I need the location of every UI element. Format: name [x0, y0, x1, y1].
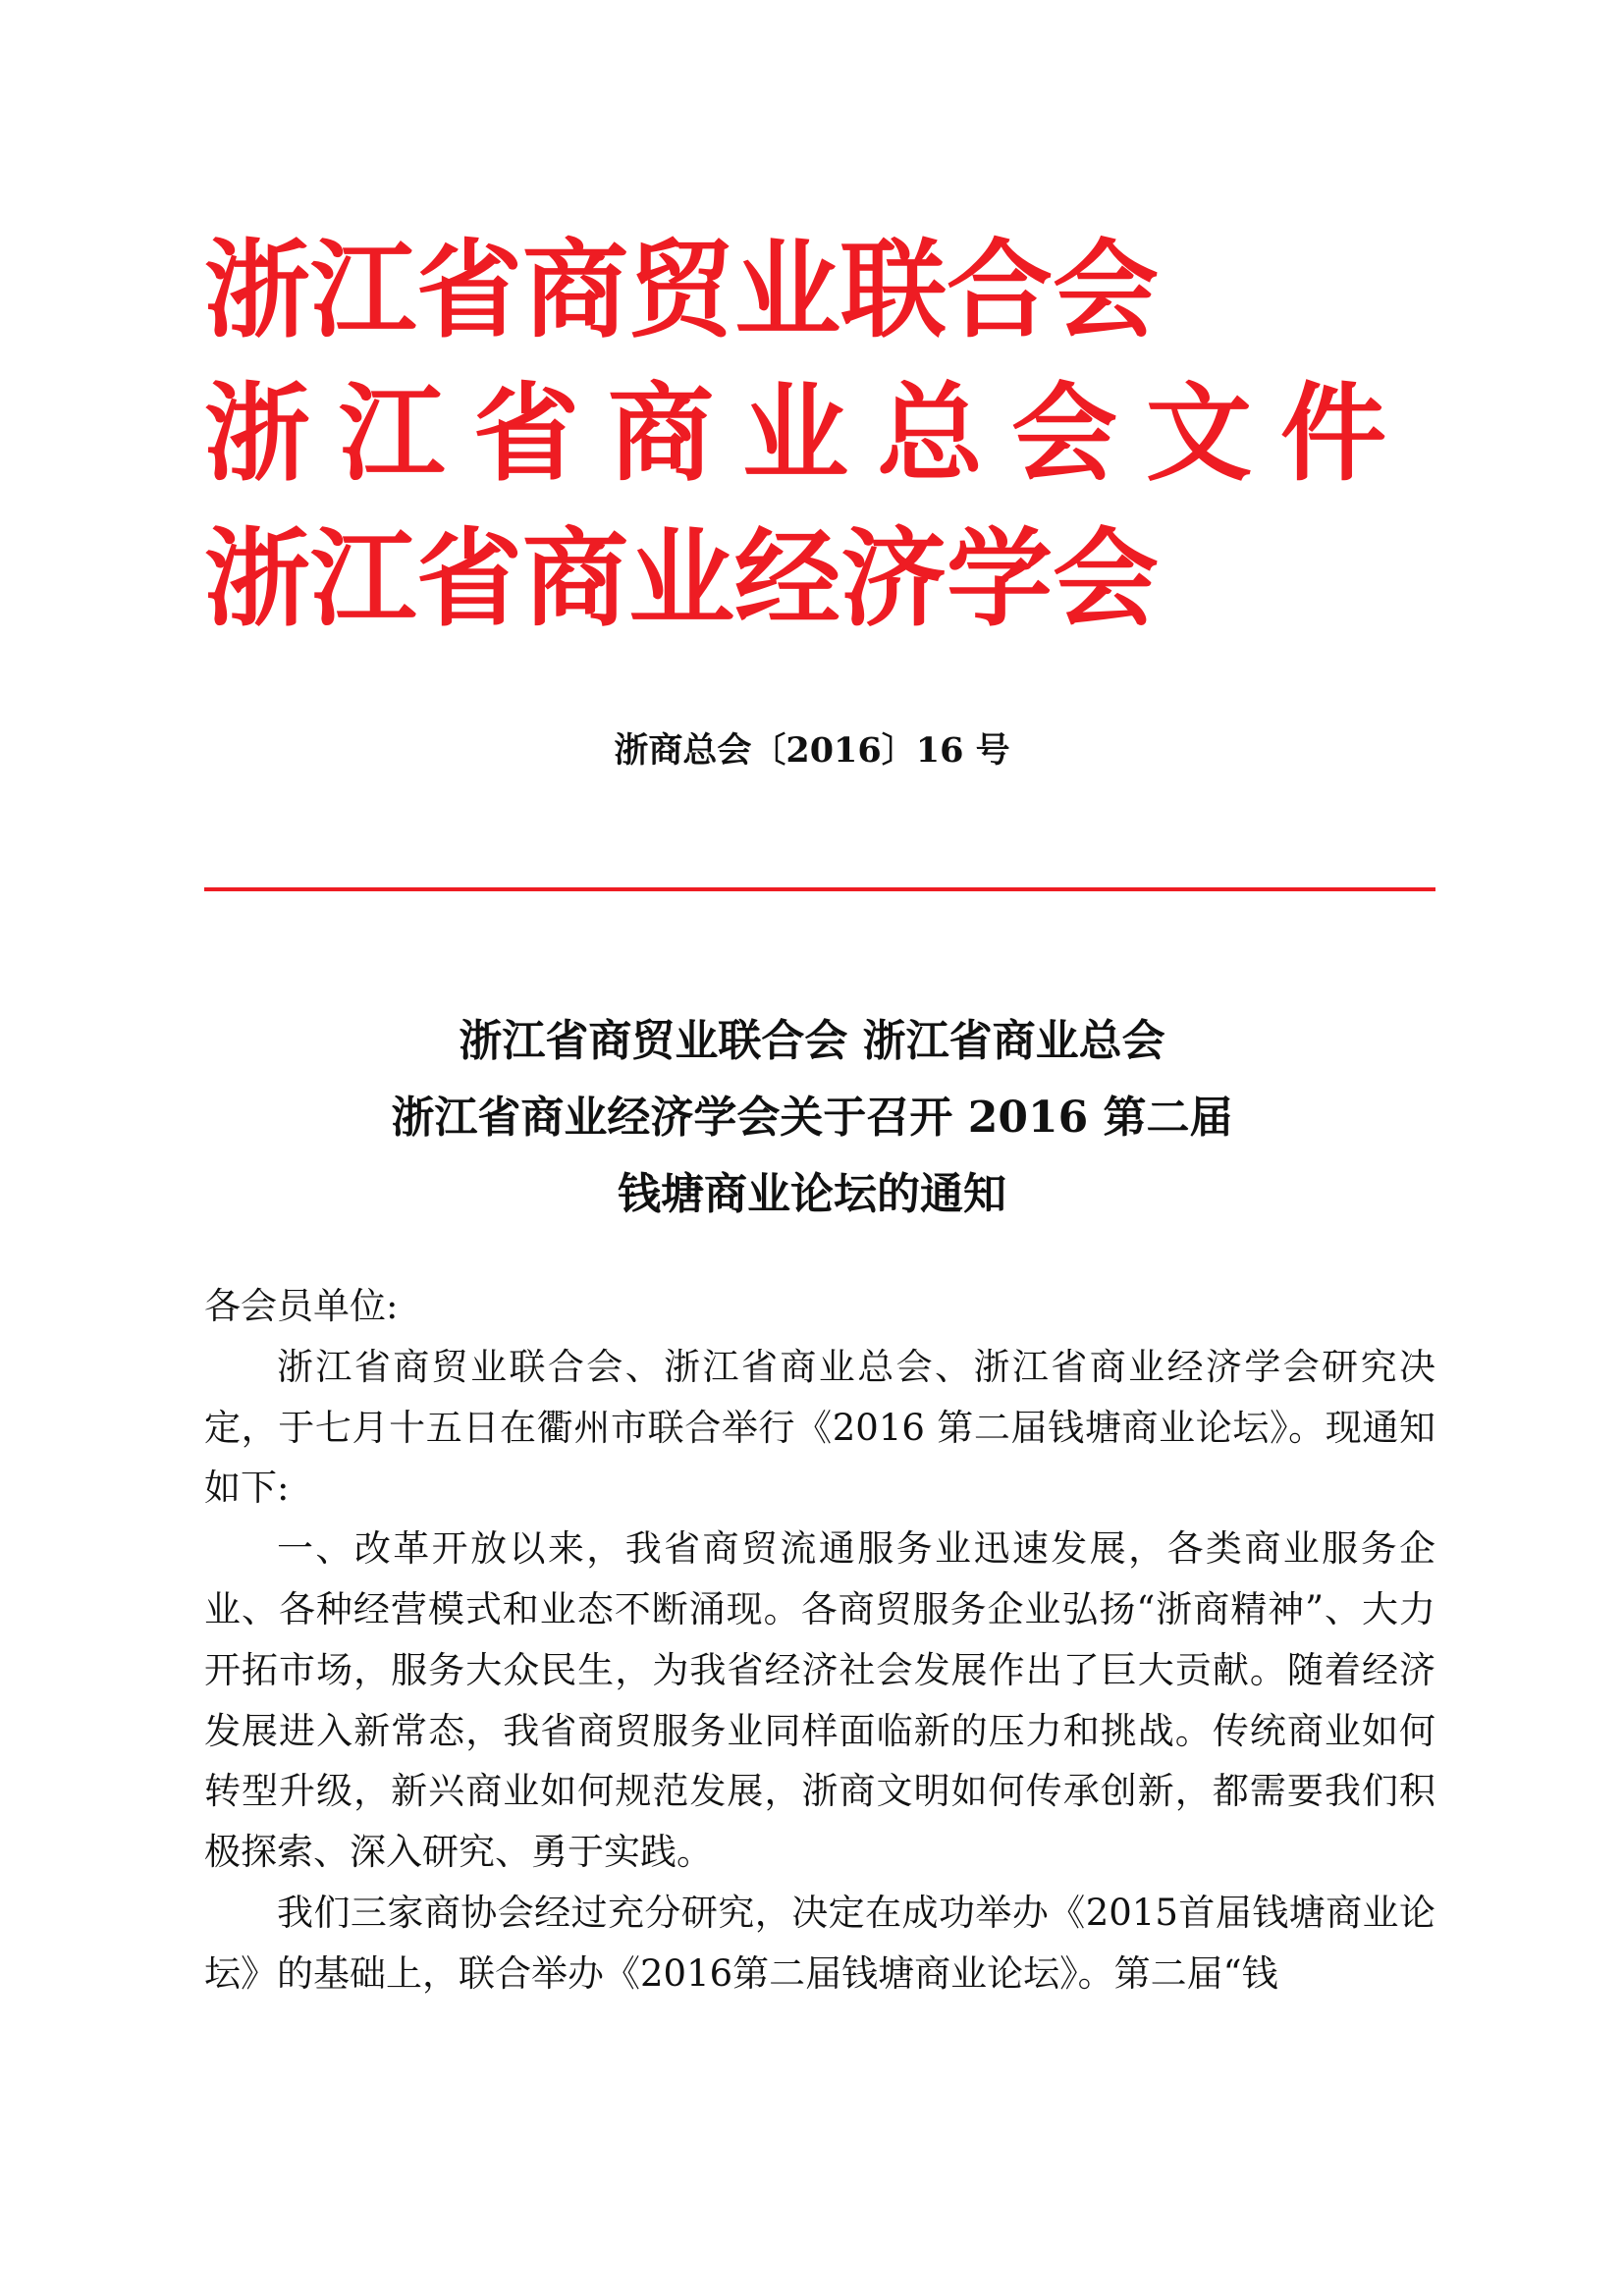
document-number: 浙商总会〔2016〕16 号 [614, 730, 1010, 771]
body-paragraph-3: 我们三家商协会经过充分研究，决定在成功举办《2015首届钱塘商业论坛》的基础上，联合举办《2016第二届钱塘商业论坛》。第二届“钱 [204, 1891, 1435, 1995]
red-divider [204, 887, 1435, 891]
notice-title-line-1: 浙江省商贸业联合会 浙江省商业总会 [459, 1016, 1165, 1066]
letterhead-line-3: 浙江省商业经济学会 [204, 518, 1160, 641]
body-paragraph-2: 一、改革开放以来，我省商贸流通服务业迅速发展，各类商业服务企业、各种经营模式和业态不断涌现。各商贸服务企业弘扬“浙商精神”、大力开拓市场，服务大众民生，为我省经济社会发展作出了巨大贡献。随着经济发展进入新常态，我省商贸服务业同样面临新的压力和挑战。传统商业如何转型升级，新兴商业如何规范发展，浙商文明如何传承创新，都需要我们积极探索、深入研究、勇于实践。 [204, 1527, 1435, 1874]
notice-title-line-2: 浙江省商业经济学会关于召开 2016 第二届 [391, 1093, 1233, 1143]
notice-title-line-3: 钱塘商业论坛的通知 [618, 1169, 1006, 1219]
body-paragraph-1: 浙江省商贸业联合会、浙江省商业总会、浙江省商业经济学会研究决定，于七月十五日在衢州市联合举行《2016 第二届钱塘商业论坛》。现通知如下: [204, 1345, 1435, 1510]
letterhead-line-2: 浙江省商业总会文件 [204, 373, 1416, 496]
notice-body [204, 1276, 1435, 2004]
salutation: 各会员单位: [204, 1285, 399, 1327]
letterhead-line-1: 浙江省商贸业联合会 [204, 230, 1160, 352]
notice-title [0, 1003, 1624, 1233]
